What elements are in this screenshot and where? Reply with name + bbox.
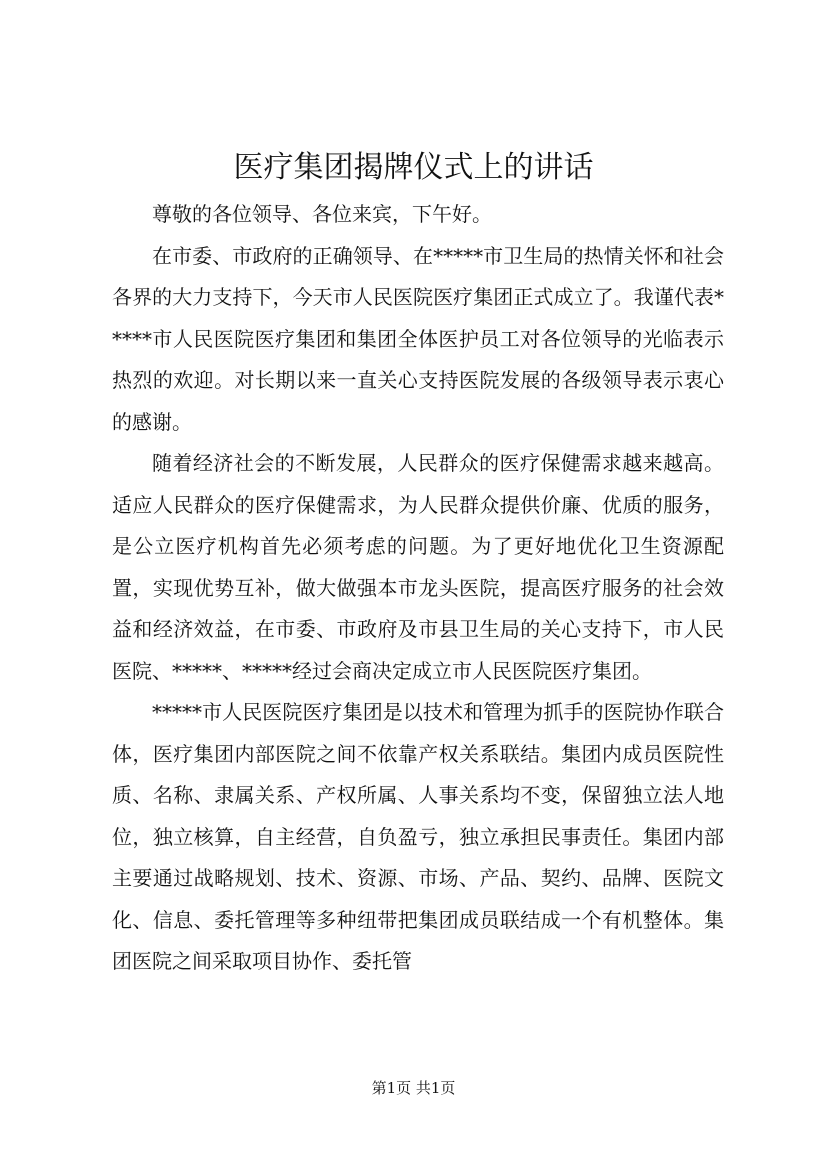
page-number-label: 第1页 共1页: [371, 1079, 456, 1097]
document-title: 医疗集团揭牌仪式上的讲话: [233, 150, 594, 185]
paragraph-group-description: *****市人民医院医疗集团是以技术和管理为抓手的医院协作联合体，医疗集团内部医院之间不依靠产权关系联结。集团内成员医院性质、名称、隶属关系、产权所属、人事关系均不变，保留独立法人地位，独立核算，自主经营，自负盈亏，独立承担民事责任。集团内部主要通过战略规划、技术、资源、市场、产品、契约、品牌、医院文化、信息、委托管理等多种纽带把集团成员联结成一个有机整体。集团医院之间采取项目协作、委托管: [112, 700, 724, 973]
paragraph-welcome: 在市委、市政府的正确领导、在*****市卫生局的热情关怀和社会各界的大力支持下，今天市人民医院医疗集团正式成立了。我谨代表*****市人民医院医疗集团和集团全体医护员工对各位领导的光临表示热烈的欢迎。对长期以来一直关心支持医院发展的各级领导表示衷心的感谢。: [112, 243, 724, 434]
paragraph-greeting: 尊敬的各位领导、各位来宾，下午好。: [152, 202, 492, 226]
document-body: [112, 194, 724, 983]
page-footer: [0, 1078, 827, 1098]
paragraph-background: 随着经济社会的不断发展，人民群众的医疗保健需求越来越高。适应人民群众的医疗保健需求，为人民群众提供价廉、优质的服务，是公立医疗机构首先必须考虑的问题。为了更好地优化卫生资源配置，实现优势互补，做大做强本市龙头医院，提高医疗服务的社会效益和经济效益，在市委、市政府及市县卫生局的关心支持下，市人民医院、*****、*****经过会商决定成立市人民医院医疗集团。: [112, 451, 724, 683]
